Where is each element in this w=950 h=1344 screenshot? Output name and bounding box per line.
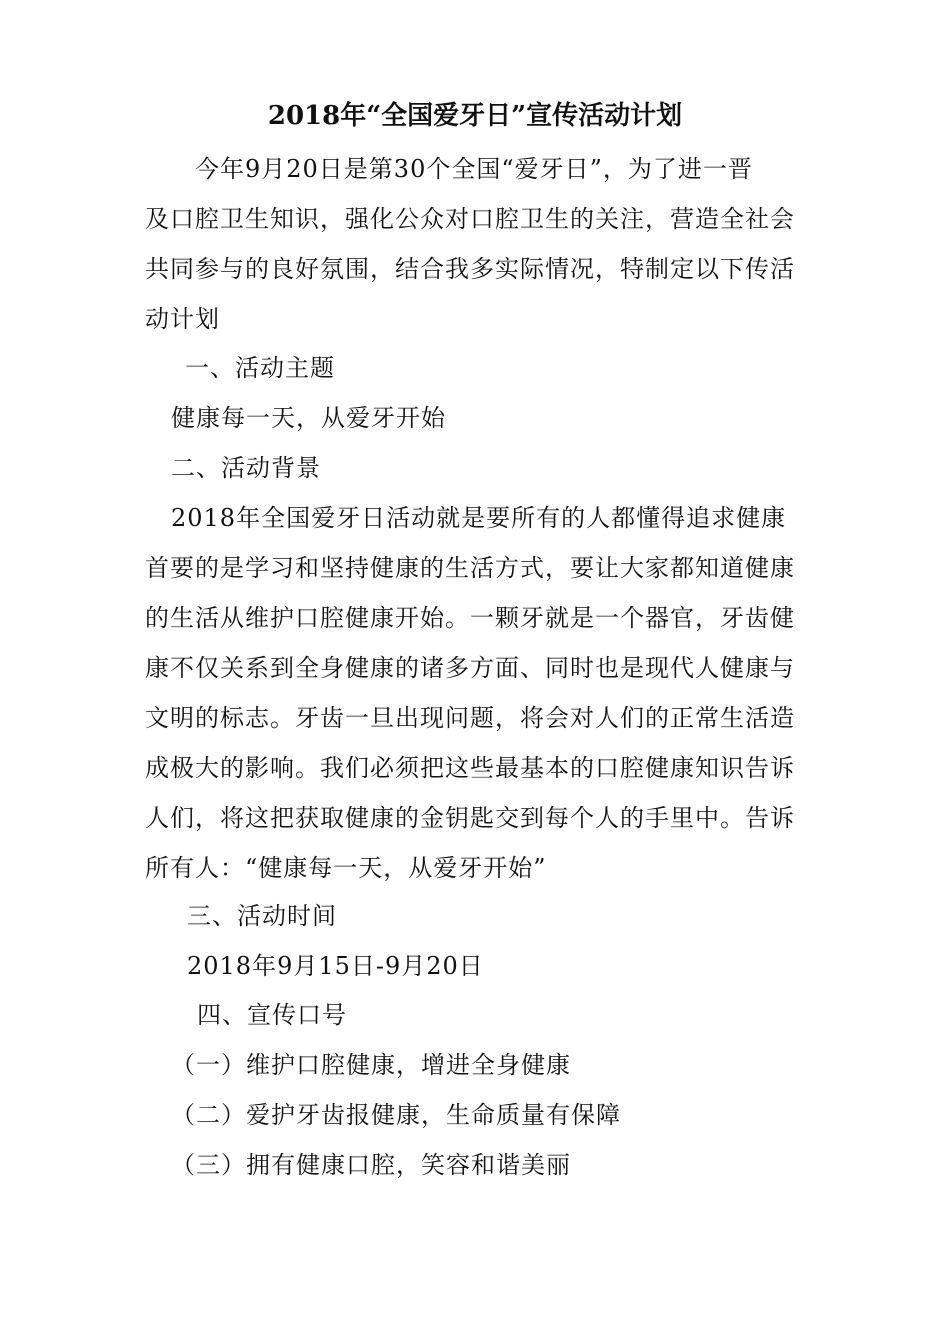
section2-line: 2018年全国爱牙日活动就是要所有的人都懂得追求健康 (171, 504, 787, 532)
slogan-item: （三）拥有健康口腔，笑容和谐美丽 (171, 1151, 571, 1179)
section2-line: 人们，将这把获取健康的金钥匙交到每个人的手里中。告诉 (145, 804, 795, 832)
section4-heading: 四、宣传口号 (197, 1001, 347, 1029)
intro-line: 今年9月20日是第30个全国“爱牙日”，为了进一晋 (195, 155, 753, 183)
intro-paragraph (145, 144, 810, 344)
section2-paragraph (145, 493, 810, 893)
section3-heading: 三、活动时间 (187, 902, 337, 930)
intro-line: 共同参与的良好氛围，结合我多实际情况，特制定以下传活 (145, 255, 795, 283)
section2-heading: 二、活动背景 (171, 454, 321, 482)
section2-line: 首要的是学习和坚持健康的生活方式，要让大家都知道健康 (145, 554, 795, 582)
document-title: 2018年“全国爱牙日”宣传活动计划 (267, 101, 683, 131)
section1-text: 健康每一天，从爱牙开始 (171, 404, 446, 432)
section1-heading: 一、活动主题 (185, 354, 335, 382)
section2-line: 成极大的影响。我们必须把这些最基本的口腔健康知识告诉 (145, 754, 795, 782)
section2-line: 康不仅关系到全身健康的诸多方面、同时也是现代人健康与 (145, 654, 795, 682)
section2-line: 文明的标志。牙齿一旦出现问题，将会对人们的正常生活造 (145, 704, 795, 732)
intro-line: 动计划 (145, 305, 220, 333)
section2-line: 的生活从维护口腔健康开始。一颗牙就是一个器官，牙齿健 (145, 604, 795, 632)
slogan-item: （二）爱护牙齿报健康，生命质量有保障 (171, 1101, 621, 1129)
section2-line: 所有人：“健康每一天，从爱牙开始” (145, 854, 547, 882)
slogan-item: （一）维护口腔健康，增进全身健康 (171, 1051, 571, 1079)
section3-text: 2018年9月15日-9月20日 (187, 952, 484, 980)
intro-line: 及口腔卫生知识，强化公众对口腔卫生的关注，营造全社会 (145, 205, 795, 233)
